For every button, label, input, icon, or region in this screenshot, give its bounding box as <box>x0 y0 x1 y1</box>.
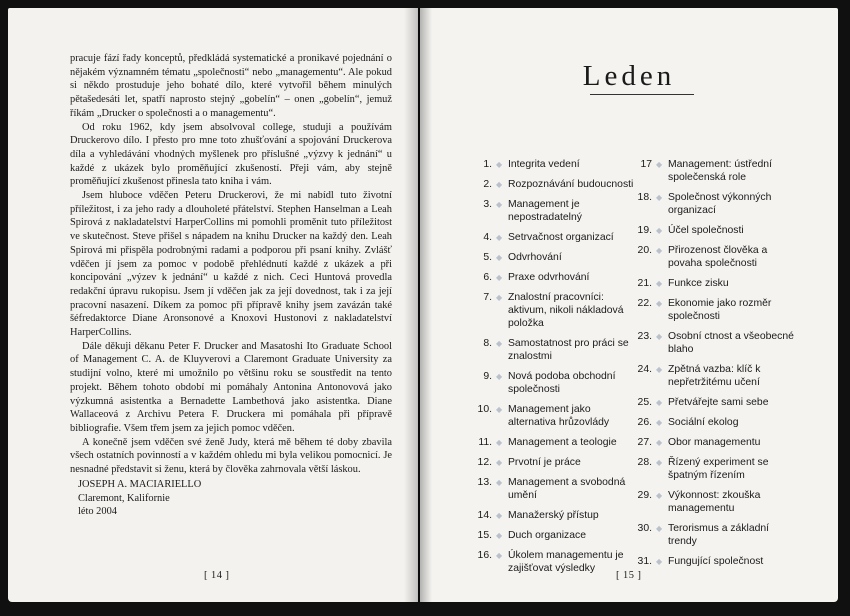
toc-entry <box>456 291 636 330</box>
toc-entry-title: Odvrhování <box>508 252 562 263</box>
toc-entry <box>456 476 636 502</box>
diamond-bullet-icon: ◆ <box>496 339 503 348</box>
right-page <box>420 8 838 602</box>
toc-entry <box>616 191 796 217</box>
paragraph: Jsem hluboce vděčen Peteru Druckerovi, že mi nabídl tuto životní příležitost, i za jeho rady a dlouholeté přátelství. Stephen Hanselman a Leah Spirová z nakladatelství HarperCollins mi pomohli proměnit tuto příležitost ve skutečnost. Steve přišel s nápadem na knihu Drucker na každý den. Leah Spirová mi přispěla podrobnými radami a podporou při psaní knihy. Zvlášť vděčen jí jsem za pomoc v podobě přehlédnutí každé z ukázek a při koncipování „výzev k jednání“ u každé z nich. Ceci Huntová provedla redakční úpravu rukopisu. Jsem jí vděčen jak za její dovednost, tak i za její pracovní nasazení. Díkem za pomoc při přípravě knihy jsem zavázán také šéfredaktorce Diane Aronsonové a Knoxovi Hustonovi z nakladatelství HarperCollins. <box>70 190 392 339</box>
toc-entry <box>456 370 636 396</box>
toc-column-1 <box>456 158 636 582</box>
toc-entry-title: Ekonomie jako rozměr společnosti <box>668 298 772 322</box>
diamond-bullet-icon: ◆ <box>656 160 663 169</box>
toc-entry-number: 15. <box>477 530 492 541</box>
toc-entry <box>616 416 796 429</box>
diamond-bullet-icon: ◆ <box>656 193 663 202</box>
toc-entry-number: 17 <box>640 159 652 170</box>
diamond-bullet-icon: ◆ <box>656 279 663 288</box>
toc-entry-title: Management jako alternativa hrůzovlády <box>508 404 610 428</box>
paragraph: pracuje fází řady konceptů, předkládá systematické a pronikavé pojednání o nějakém významném tématu „společnosti“ nebo „managementu“. Ale pokud si někdo prostuduje jeho bohaté dílo, které vytvořil během minulých pětašedesáti let, spatří naprosto stejný „gobelín“ – onen „gobelín“, jemuž říkám „Drucker o společnosti a o managementu“. <box>70 53 392 119</box>
diamond-bullet-icon: ◆ <box>656 458 663 467</box>
toc-entry <box>456 529 636 542</box>
toc-entry-title: Znalostní pracovníci: aktivum, nikoli nákladová položka <box>508 292 624 329</box>
page-number-right: [ 15 ] <box>616 570 642 581</box>
acknowledgements-text <box>70 52 392 477</box>
diamond-bullet-icon: ◆ <box>496 458 503 467</box>
toc-entry <box>456 337 636 363</box>
toc-entry-title: Úkolem managementu je zajišťovat výsledky <box>508 550 624 574</box>
toc-entry-title: Integrita vedení <box>508 159 580 170</box>
diamond-bullet-icon: ◆ <box>496 273 503 282</box>
left-page <box>8 8 418 602</box>
diamond-bullet-icon: ◆ <box>496 405 503 414</box>
toc-entry-title: Zpětná vazba: klíč k nepřetržitému učení <box>668 364 761 388</box>
toc-entry-title: Přirozenost člověka a povaha společnosti <box>668 245 768 269</box>
toc-entry-number: 2. <box>483 179 492 190</box>
toc-column-2 <box>616 158 796 575</box>
toc-entry-title: Sociální ekolog <box>668 417 739 428</box>
toc-entry-title: Terorismus a základní trendy <box>668 523 770 547</box>
diamond-bullet-icon: ◆ <box>656 438 663 447</box>
toc-entry <box>616 224 796 237</box>
paragraph: Od roku 1962, kdy jsem absolvoval college, studuji a používám Druckerovo dílo. I přesto pro mne toto zhušťování a spojování Druckerova díla a vyhledávání vhodných myšlenek pro příslušné „výzvy k jednání“ u každé z ukázek bylo proměňující zkušeností. Přeji vám, aby stejně proměňující zkušenost přinesla tato kniha i vám. <box>70 121 392 188</box>
toc-entry-number: 18. <box>637 192 652 203</box>
diamond-bullet-icon: ◆ <box>656 226 663 235</box>
toc-entry-number: 5. <box>483 252 492 263</box>
toc-entry-number: 19. <box>637 225 652 236</box>
toc-entry-number: 3. <box>483 199 492 210</box>
diamond-bullet-icon: ◆ <box>496 293 503 302</box>
toc-entry <box>456 251 636 264</box>
diamond-bullet-icon: ◆ <box>656 491 663 500</box>
diamond-bullet-icon: ◆ <box>656 398 663 407</box>
toc-entry-number: 28. <box>637 457 652 468</box>
diamond-bullet-icon: ◆ <box>496 511 503 520</box>
toc-entry-title: Obor managementu <box>668 437 761 448</box>
toc-entry-number: 9. <box>483 371 492 382</box>
toc-entry-title: Prvotní je práce <box>508 457 581 468</box>
diamond-bullet-icon: ◆ <box>656 418 663 427</box>
toc-entry-title: Samostatnost pro práci se znalostmi <box>508 338 629 362</box>
toc-entry-number: 13. <box>477 477 492 488</box>
book-gutter-shadow <box>404 8 432 602</box>
toc-entry-number: 27. <box>637 437 652 448</box>
toc-entry-number: 6. <box>483 272 492 283</box>
toc-entry-number: 24. <box>637 364 652 375</box>
diamond-bullet-icon: ◆ <box>656 524 663 533</box>
toc-entry <box>616 363 796 389</box>
toc-entry <box>456 271 636 284</box>
toc-entry-number: 7. <box>483 292 492 303</box>
toc-entry <box>456 158 636 171</box>
toc-entry-title: Setrvačnost organizací <box>508 232 614 243</box>
toc-entry-title: Rozpoznávání budoucnosti <box>508 179 634 190</box>
diamond-bullet-icon: ◆ <box>496 478 503 487</box>
toc-entry-number: 25. <box>637 397 652 408</box>
toc-entry <box>616 396 796 409</box>
toc-entry <box>616 489 796 515</box>
toc-entry-title: Management: ústřední společenská role <box>668 159 772 183</box>
diamond-bullet-icon: ◆ <box>656 246 663 255</box>
toc-entry-title: Manažerský přístup <box>508 510 599 521</box>
toc-entry-title: Management a svobodná umění <box>508 477 626 501</box>
toc-entry-number: 11. <box>478 437 492 448</box>
toc-entry <box>456 456 636 469</box>
toc-entry-title: Praxe odvrhování <box>508 272 590 283</box>
toc-entry-number: 31. <box>637 556 652 567</box>
toc-entry-title: Výkonnost: zkouška managementu <box>668 490 761 514</box>
toc-entry-number: 1. <box>483 159 492 170</box>
toc-entry-title: Funkce zisku <box>668 278 729 289</box>
toc-entry-number: 26. <box>637 417 652 428</box>
diamond-bullet-icon: ◆ <box>496 160 503 169</box>
page-title: Leden <box>582 60 676 92</box>
diamond-bullet-icon: ◆ <box>496 180 503 189</box>
toc-entry <box>456 178 636 191</box>
toc-entry <box>616 297 796 323</box>
toc-entry <box>616 555 796 568</box>
toc-entry-title: Management je nepostradatelný <box>508 199 582 223</box>
diamond-bullet-icon: ◆ <box>496 551 503 560</box>
toc-entry-number: 16. <box>477 550 492 561</box>
toc-entry-title: Účel společnosti <box>668 225 744 236</box>
paragraph: A konečně jsem vděčen své ženě Judy, která mě během té doby zbavila všech ostatních povinností a v každém ohledu mi byla velikou pomocnicí. Je nesnadné představit si ženu, která by člověka zahrnovala větší láskou. <box>70 436 392 476</box>
toc-entry-number: 10. <box>477 404 492 415</box>
diamond-bullet-icon: ◆ <box>496 200 503 209</box>
diamond-bullet-icon: ◆ <box>496 372 503 381</box>
toc-entry <box>456 231 636 244</box>
diamond-bullet-icon: ◆ <box>656 557 663 566</box>
toc-entry-number: 14. <box>477 510 492 521</box>
toc-entry-title: Osobní ctnost a všeobecné blaho <box>668 331 794 355</box>
signature-date: léto 2004 <box>78 506 117 518</box>
toc-entry-title: Řízený experiment se špatným řízením <box>668 457 769 481</box>
diamond-bullet-icon: ◆ <box>496 233 503 242</box>
toc-entry-title: Fungující společnost <box>668 556 764 567</box>
diamond-bullet-icon: ◆ <box>496 438 503 447</box>
toc-entry-number: 29. <box>637 490 652 501</box>
toc-entry <box>616 244 796 270</box>
toc-entry-number: 20. <box>637 245 652 256</box>
diamond-bullet-icon: ◆ <box>496 253 503 262</box>
diamond-bullet-icon: ◆ <box>496 531 503 540</box>
toc-entry <box>616 436 796 449</box>
diamond-bullet-icon: ◆ <box>656 365 663 374</box>
toc-entry-number: 30. <box>637 523 652 534</box>
title-underline <box>590 94 694 95</box>
toc-entry <box>456 549 636 575</box>
signature-name: JOSEPH A. MACIARIELLO <box>78 479 202 490</box>
toc-entry-number: 12. <box>477 457 492 468</box>
diamond-bullet-icon: ◆ <box>656 299 663 308</box>
toc-entry <box>456 509 636 522</box>
toc-entry-title: Duch organizace <box>508 530 586 541</box>
toc-entry <box>456 198 636 224</box>
toc-entry <box>616 158 796 184</box>
toc-entry-number: 8. <box>483 338 492 349</box>
toc-entry-title: Management a teologie <box>508 437 617 448</box>
toc-entry-number: 23. <box>637 331 652 342</box>
diamond-bullet-icon: ◆ <box>656 332 663 341</box>
toc-entry <box>456 403 636 429</box>
toc-entry-number: 4. <box>483 232 492 243</box>
toc-entry <box>616 456 796 482</box>
toc-entry-number: 22. <box>637 298 652 309</box>
signature <box>78 478 201 519</box>
toc-entry-number: 21. <box>637 278 652 289</box>
toc-entry <box>616 277 796 290</box>
toc-entry <box>616 522 796 548</box>
toc-entry-title: Přetvářejte sami sebe <box>668 397 769 408</box>
signature-place: Claremont, Kalifornie <box>78 492 170 504</box>
toc-entry-title: Společnost výkonných organizací <box>668 192 772 216</box>
page-number-left: [ 14 ] <box>204 570 230 581</box>
toc-entry <box>456 436 636 449</box>
toc-entry-title: Nová podoba obchodní společnosti <box>508 371 616 395</box>
paragraph: Dále děkuji děkanu Peter F. Drucker and Masatoshi Ito Graduate School of Management C. A. de Kluyverovi a Claremont Graduate University za studijní volno, které mi umožnilo po většinu roku se soustředit na tento projekt. Během tohoto období mi pomáhaly Antonina Antonovová jako výzkumná asistentka a Bernadette Lambethová jako asistentka. Diane Wallaceová z Archivu Petera F. Druckera mi pomáhala při přípravě bibliografie. Všem třem jsem za jejich pomoc vděčen. <box>70 340 392 434</box>
toc-entry <box>616 330 796 356</box>
